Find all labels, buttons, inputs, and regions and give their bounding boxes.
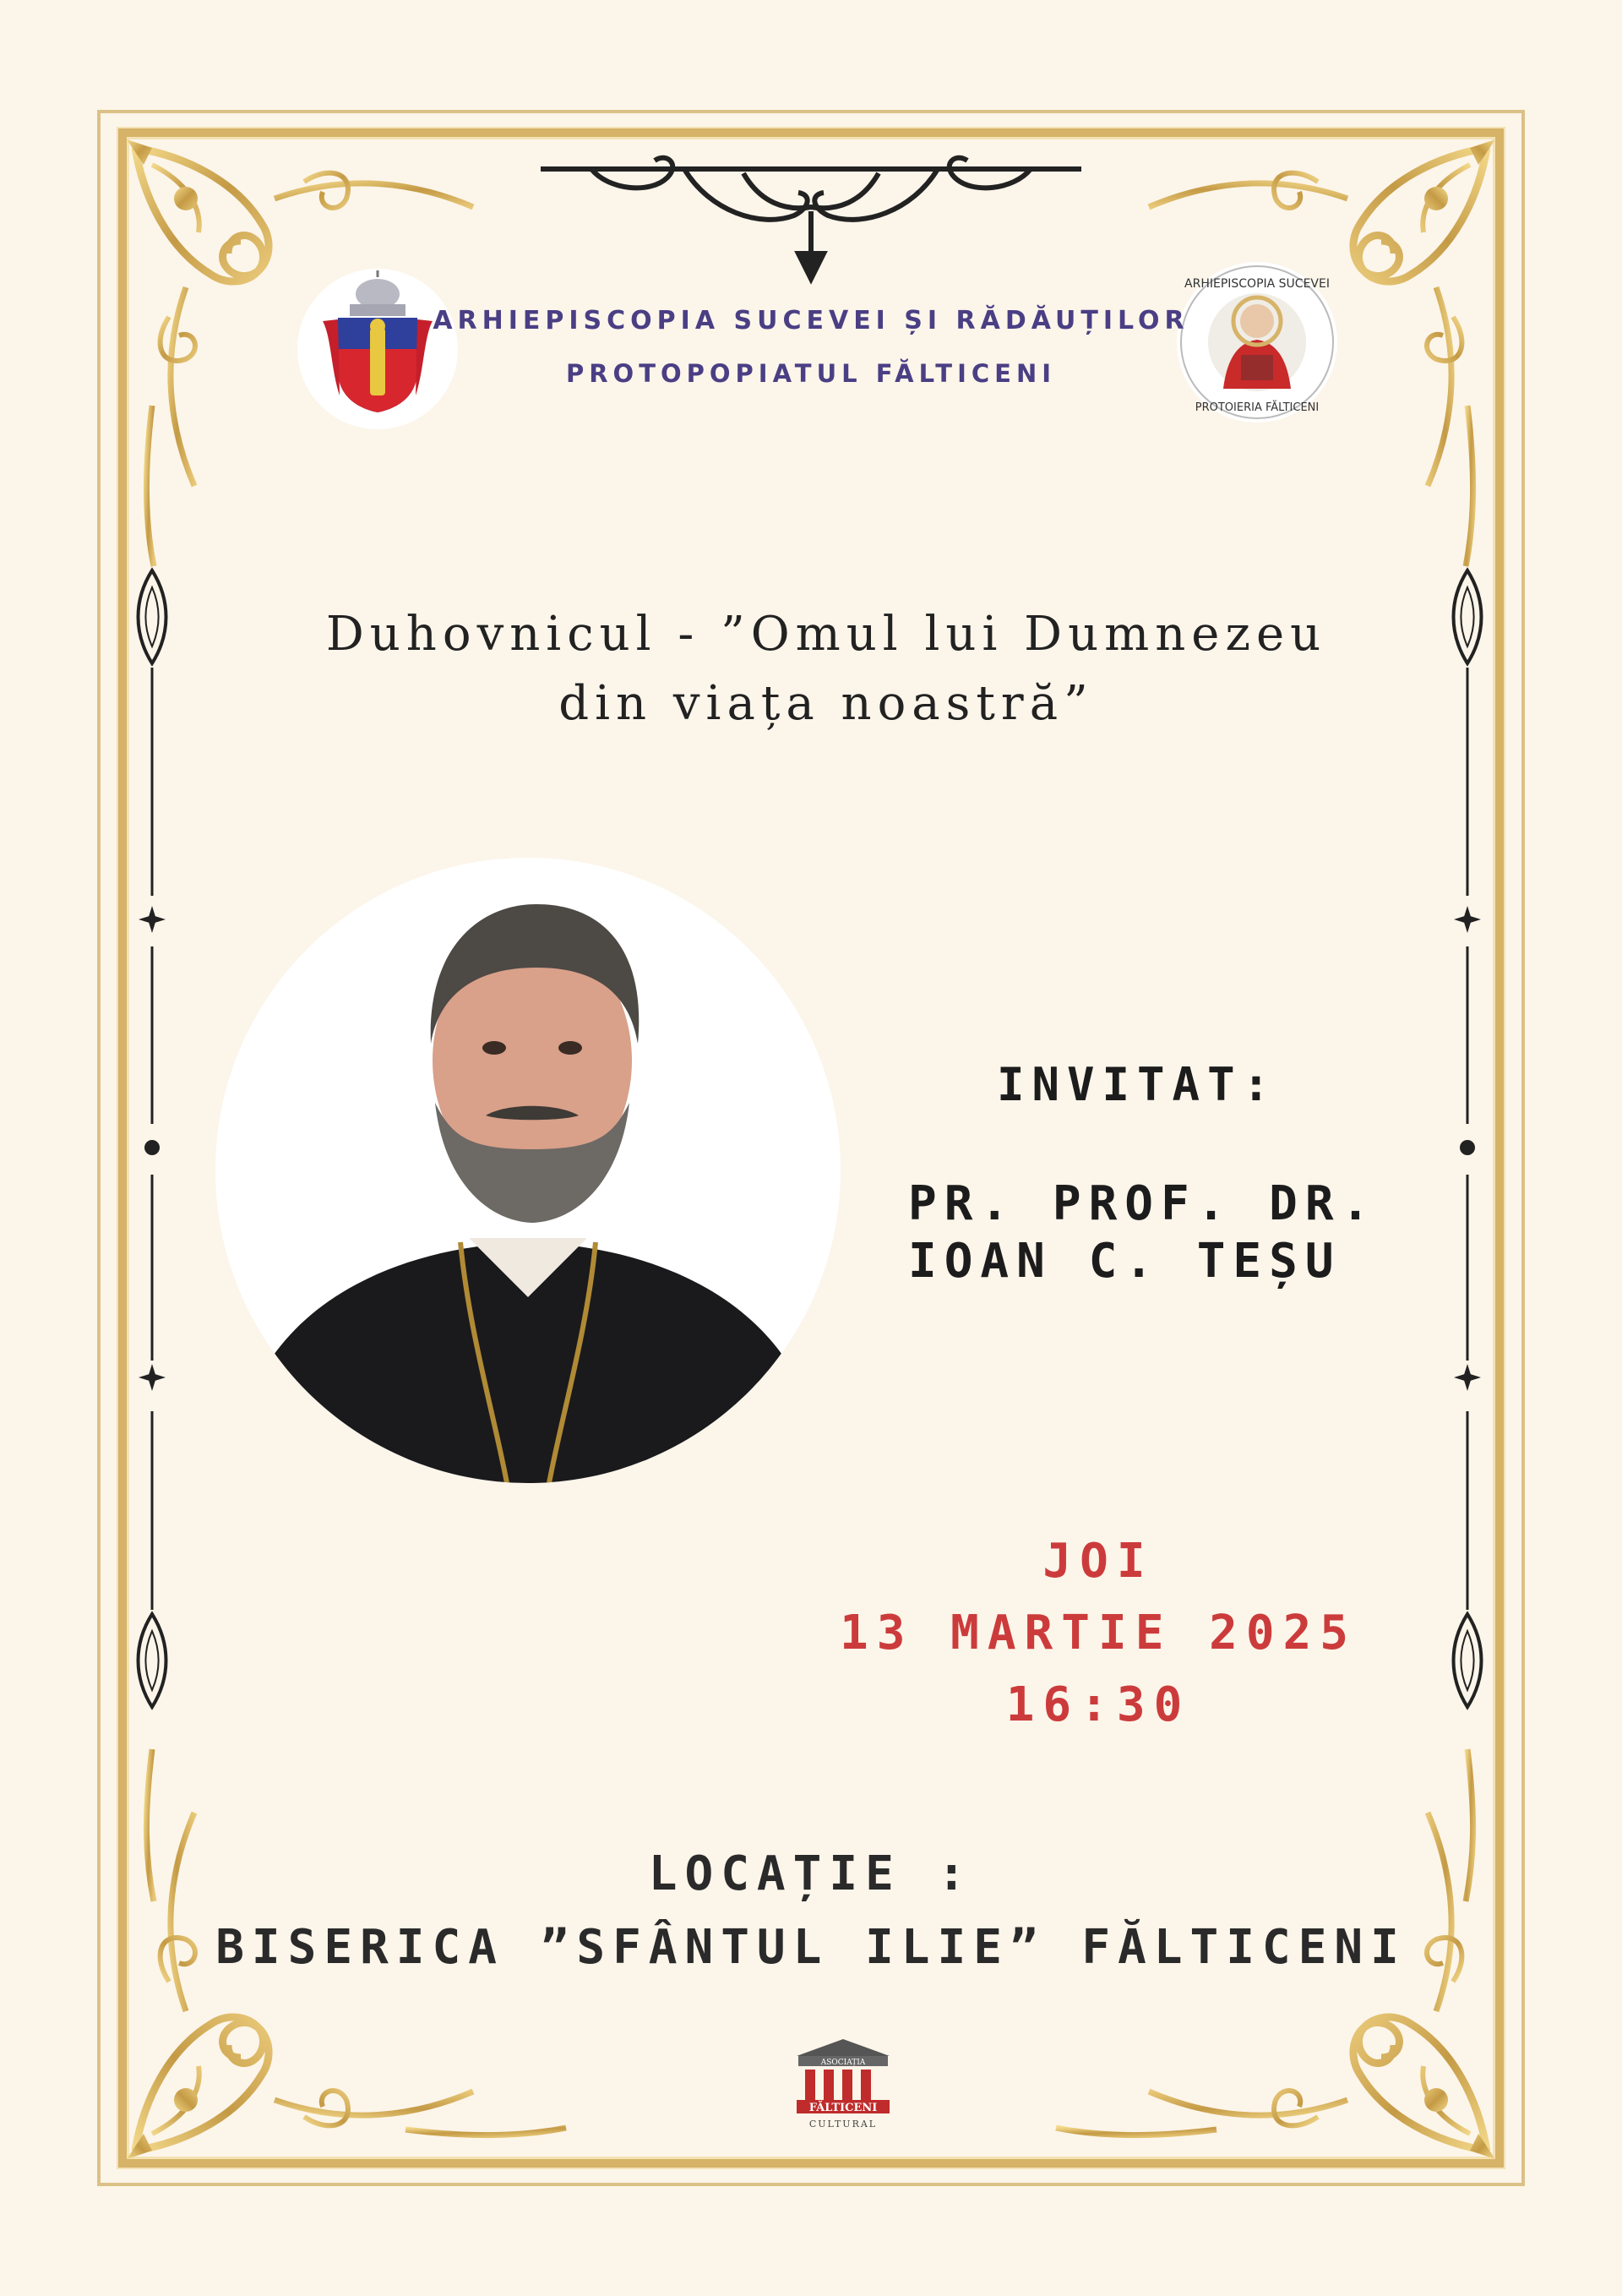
seal-top-text: ARHIEPISCOPIA SUCEVEI: [1184, 277, 1330, 291]
header-archdiocese: ARHIEPISCOPIA SUCEVEI ȘI RĂDĂUȚILOR: [433, 306, 1189, 335]
guest-label: INVITAT:: [997, 1058, 1278, 1111]
archdiocese-coat-of-arms-logo: [297, 269, 458, 429]
top-flourish: [541, 158, 1081, 279]
seal-bottom-text: PROTOIERIA FĂLTICENI: [1195, 401, 1320, 414]
guest-portrait-photo: [215, 858, 841, 1483]
seal-icon: [1177, 262, 1337, 423]
event-time: 16:30: [1005, 1677, 1191, 1732]
asociatia-falticeni-cultural-logo: [780, 2032, 906, 2134]
portrait-image: [215, 858, 841, 1483]
event-day: JOI: [1042, 1534, 1154, 1589]
protoieria-falticeni-seal-logo: [1177, 262, 1337, 423]
logo-bottom-text: CULTURAL: [808, 2119, 878, 2130]
guest-name-title: PR. PROF. DR.: [908, 1176, 1378, 1231]
event-date: 13 MARTIE 2025: [839, 1606, 1357, 1661]
logo-middle-text: FĂLTICENI: [808, 2102, 878, 2114]
event-title-line-1: Duhovnicul - ”Omul lui Dumnezeu: [325, 607, 1327, 662]
header-protopopiat: PROTOPOPIATUL FĂLTICENI: [565, 359, 1057, 388]
event-title-line-2: din viața noastră”: [558, 676, 1094, 731]
logo-top-text: ASOCIAȚIA: [820, 2059, 866, 2067]
temple-icon: [780, 2032, 906, 2134]
location-label: LOCAȚIE :: [648, 1846, 974, 1901]
location-value: BISERICA ”SFÂNTUL ILIE” FĂLTICENI: [215, 1920, 1407, 1975]
guest-name: IOAN C. TEȘU: [908, 1234, 1342, 1289]
coat-of-arms-icon: [297, 269, 458, 429]
